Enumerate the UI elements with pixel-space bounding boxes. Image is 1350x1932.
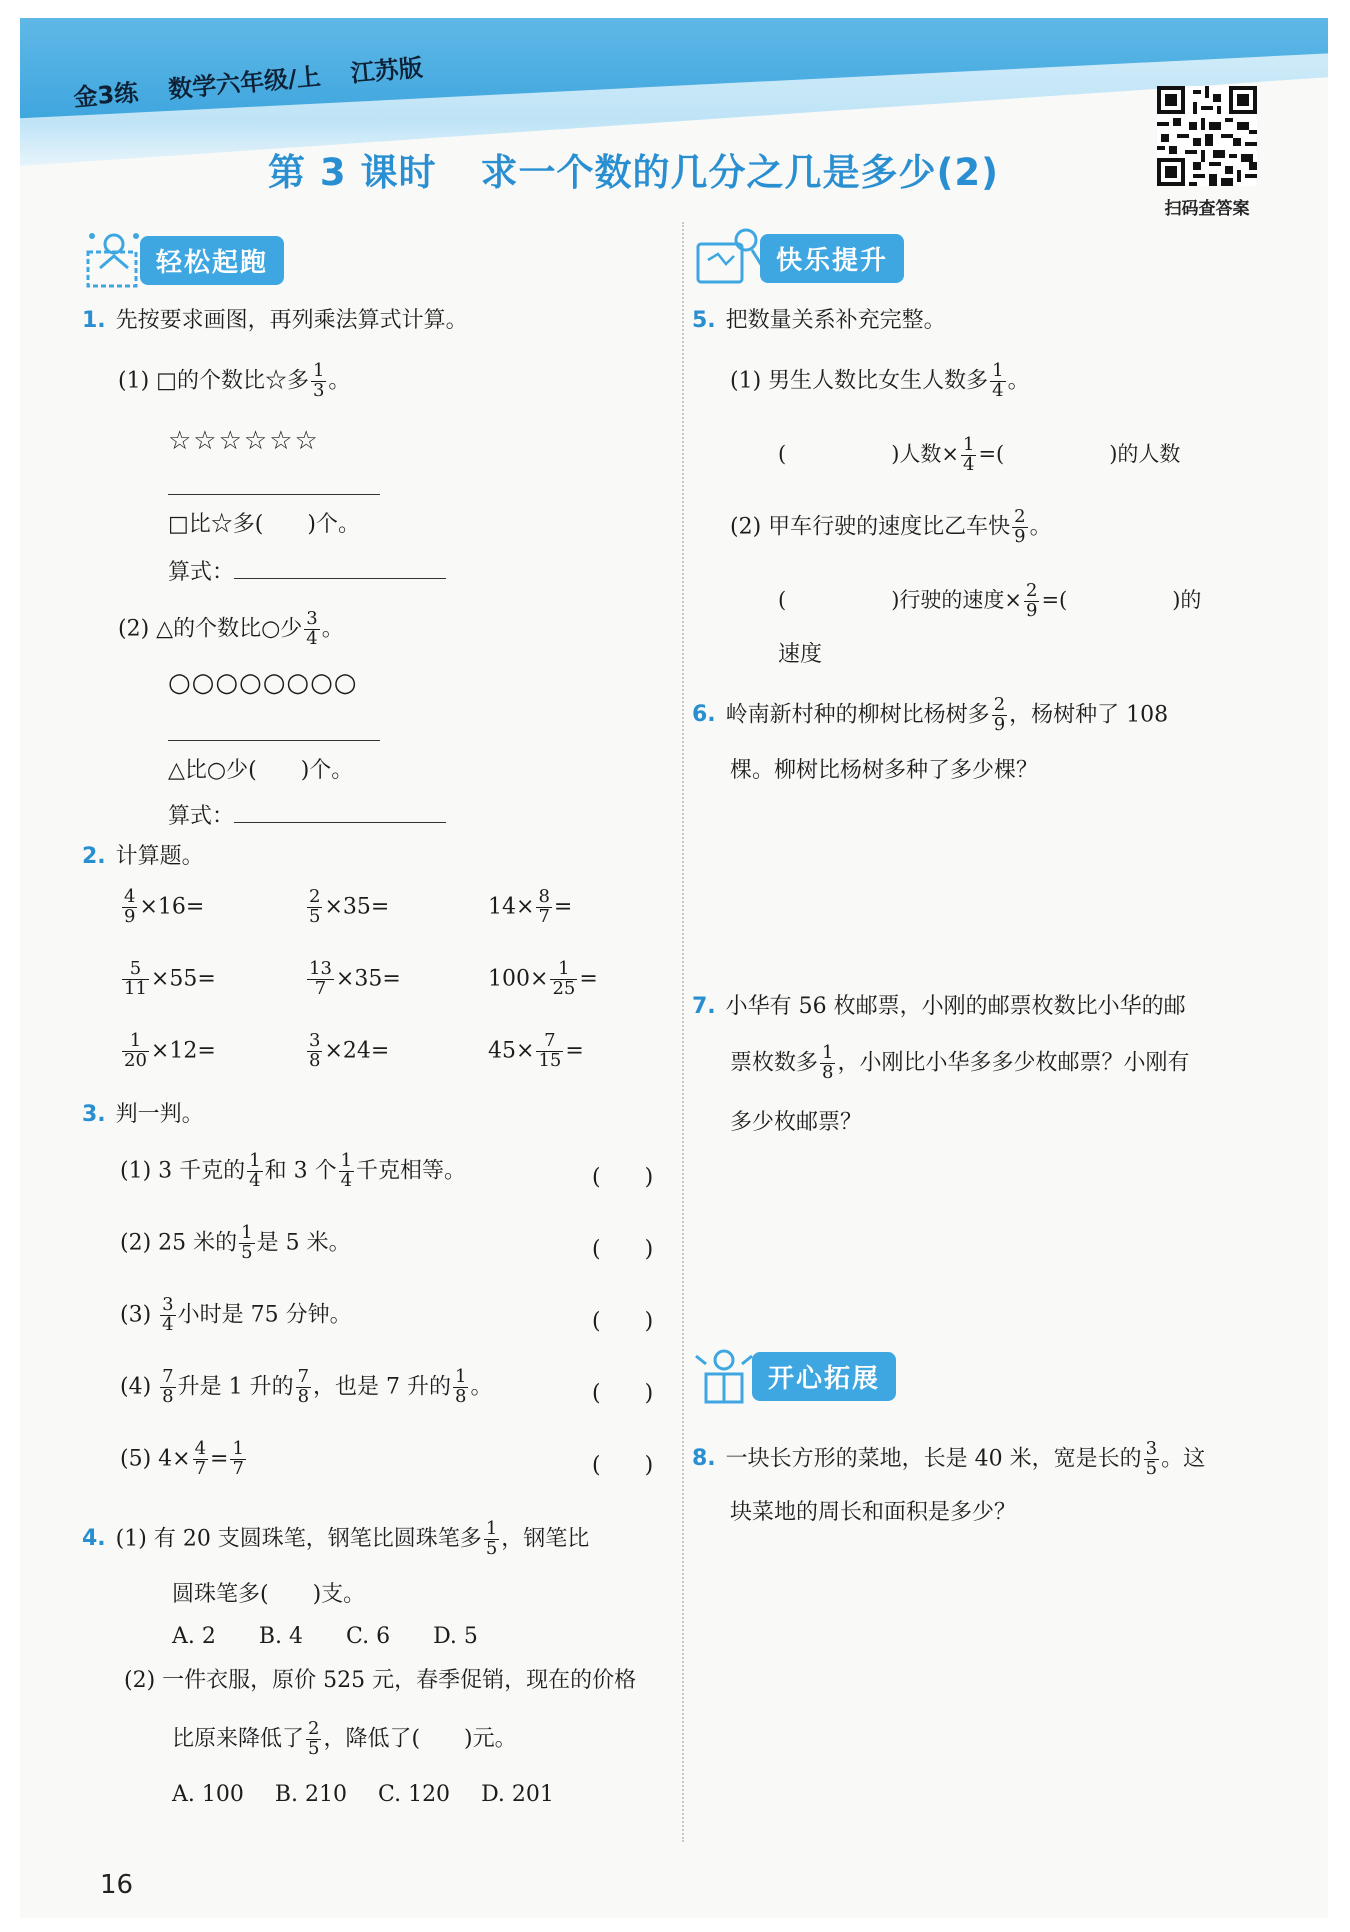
calc-item[interactable]: $\frac{2}{5}$ ×35= — [309, 886, 390, 927]
question-4a: 4. (1) 有 20 支圆珠笔，钢笔比圆珠笔多 $\frac{1}{5}$ ，钢笔比 — [82, 1518, 590, 1559]
choice-option[interactable]: B. 4 — [258, 1624, 304, 1649]
page-number: 16 — [100, 1870, 134, 1900]
brand-name: 金3练 — [72, 78, 140, 113]
question-7-line2: 票枚数多 $\frac{1}{8}$ ，小刚比小华多多少枚邮票？小刚有 — [730, 1042, 1190, 1083]
question-4a-line2[interactable]: 圆珠笔多( )支。 — [172, 1582, 366, 1607]
question-number: 2. — [82, 844, 106, 869]
judge-item: (3) $\frac{3}{4}$ 小时是 75 分钟。 — [120, 1294, 352, 1335]
choice-option[interactable]: D. 201 — [481, 1782, 554, 1807]
choice-option[interactable]: D. 5 — [433, 1624, 478, 1649]
section-title: 快乐提升 — [760, 234, 904, 283]
book-subject: 数学六年级/上 — [167, 62, 322, 104]
question-text: 把数量关系补充完整。 — [725, 308, 946, 333]
question-8-line2: 块菜地的周长和面积是多少？ — [730, 1500, 1017, 1525]
question-4b: (2) 一件衣服，原价 525 元，春季促销，现在的价格 — [124, 1668, 637, 1693]
qr-caption: 扫码查答案 — [1164, 199, 1250, 219]
judge-item: (5) 4× $\frac{4}{7}$ = $\frac{1}{7}$ — [120, 1438, 244, 1479]
question-text: (2) △的个数比○少 — [118, 616, 303, 642]
section-badge-improve — [692, 226, 904, 290]
calc-item[interactable]: $\frac{1}{20}$ ×12= — [124, 1030, 216, 1071]
question-5a: (1) 男生人数比女生人数多 $\frac{1}{4}$ 。 — [730, 360, 1030, 401]
question-text: (1) □的个数比☆多 — [118, 368, 309, 394]
choice-option[interactable]: C. 6 — [346, 1624, 391, 1649]
question-number: 3. — [82, 1102, 106, 1127]
question-5-stem — [692, 310, 946, 332]
lesson-name: 求一个数的几分之几是多少(2) — [480, 151, 1000, 194]
section-title: 轻松起跑 — [140, 236, 284, 285]
calc-item[interactable]: $\frac{3}{8}$ ×24= — [309, 1030, 390, 1071]
mascot-board-icon — [692, 226, 768, 290]
drawing-line[interactable] — [168, 494, 380, 495]
answer-paren[interactable]: ( ) — [592, 1309, 654, 1334]
question-8: 8. 一块长方形的菜地，长是 40 米，宽是长的 $\frac{3}{5}$ 。这 — [692, 1438, 1206, 1479]
question-text: 计算题。 — [115, 844, 204, 869]
answer-paren[interactable]: ( ) — [592, 1381, 654, 1406]
question-1b: (2) △的个数比○少 $\frac{3}{4}$ 。 — [118, 608, 344, 649]
fraction: $\frac{1}{3}$ — [312, 360, 325, 401]
fraction: $\frac{3}{4}$ — [306, 608, 318, 649]
compare-1b[interactable]: △比○少( )个。 — [168, 758, 354, 783]
choice-option[interactable]: A. 2 — [172, 1624, 216, 1649]
relation-5a[interactable]: ( )人数× $\frac{1}{4}$ =( )的人数 — [778, 434, 1181, 475]
judge-item: (1) 3 千克的 $\frac{1}{4}$ 和 3 个 $\frac{1}{4}$ 千克相等。 — [120, 1150, 467, 1191]
choice-row — [172, 1626, 478, 1648]
question-1-stem — [82, 310, 468, 332]
question-text: 判一判。 — [115, 1102, 204, 1127]
question-number: 1. — [82, 308, 106, 333]
lesson-title — [268, 142, 999, 196]
stars-row: ☆☆☆☆☆☆ — [168, 426, 320, 456]
section-title: 开心拓展 — [752, 1352, 896, 1401]
formula-1b[interactable]: 算式： — [168, 806, 446, 828]
choice-option[interactable]: C. 120 — [378, 1782, 451, 1807]
calc-item[interactable]: $\frac{13}{7}$ ×35= — [309, 958, 401, 999]
relation-5b[interactable]: ( )行驶的速度× $\frac{2}{9}$ =( )的 — [778, 580, 1202, 621]
formula-1a[interactable]: 算式： — [168, 562, 446, 584]
compare-1a[interactable]: □比☆多( )个。 — [168, 512, 360, 537]
calc-item[interactable]: 100× $\frac{1}{25}$ = — [488, 958, 598, 999]
drawing-line[interactable] — [168, 740, 380, 741]
mascot-icon — [80, 228, 148, 292]
answer-paren[interactable]: ( ) — [592, 1237, 654, 1262]
question-7: 7. 小华有 56 枚邮票，小刚的邮票枚数比小华的邮 — [692, 994, 1186, 1019]
question-number: 5. — [692, 308, 716, 333]
question-text: 先按要求画图，再列乘法算式计算。 — [115, 308, 468, 333]
choice-row — [172, 1784, 554, 1806]
question-6: 6. 岭南新村种的柳树比杨树多 $\frac{2}{9}$ ，杨树种了 108 — [692, 694, 1169, 735]
book-edition: 江苏版 — [349, 53, 424, 88]
qr-code-icon[interactable] — [1157, 86, 1257, 186]
question-4b-line2[interactable]: 比原来降低了 $\frac{2}{5}$ ，降低了( )元。 — [172, 1718, 517, 1759]
question-number: 8. — [692, 1446, 716, 1472]
question-number: 7. — [692, 994, 716, 1019]
answer-paren[interactable]: ( ) — [592, 1453, 654, 1478]
calc-item[interactable]: 45× $\frac{7}{15}$ = — [488, 1030, 584, 1071]
question-6-line2: 棵。柳树比杨树多种了多少棵？ — [730, 758, 1039, 783]
question-1a: (1) □的个数比☆多 $\frac{1}{3}$ 。 — [118, 360, 351, 401]
answer-paren[interactable]: ( ) — [592, 1165, 654, 1190]
column-divider — [682, 222, 684, 1842]
mascot-gift-icon — [692, 1344, 760, 1408]
question-5b: (2) 甲车行驶的速度比乙车快 $\frac{2}{9}$ 。 — [730, 506, 1052, 547]
question-3-stem — [82, 1104, 204, 1126]
judge-item: (4) $\frac{7}{8}$ 升是 1 升的 $\frac{7}{8}$ ，也是 7 升的 $\frac{1}{8}$ 。 — [120, 1366, 493, 1407]
question-number: 4. — [82, 1526, 106, 1552]
choice-option[interactable]: A. 100 — [172, 1782, 244, 1807]
question-7-line3: 多少枚邮票？ — [730, 1110, 863, 1135]
question-number: 6. — [692, 702, 716, 728]
calc-item[interactable]: $\frac{5}{11}$ ×55= — [124, 958, 216, 999]
choice-option[interactable]: B. 210 — [274, 1782, 348, 1807]
question-2-stem — [82, 846, 204, 868]
judge-item: (2) 25 米的 $\frac{1}{5}$ 是 5 米。 — [120, 1222, 351, 1263]
lesson-number: 第 3 课时 — [268, 151, 437, 194]
circles-row: ○○○○○○○○ — [168, 668, 358, 698]
relation-5b-line2: 速度 — [778, 642, 823, 667]
calc-item[interactable]: 14× $\frac{8}{7}$ = — [488, 886, 573, 927]
section-badge-extend — [692, 1344, 896, 1408]
calc-item[interactable]: $\frac{4}{9}$ ×16= — [124, 886, 205, 927]
section-badge-warmup — [80, 228, 284, 292]
